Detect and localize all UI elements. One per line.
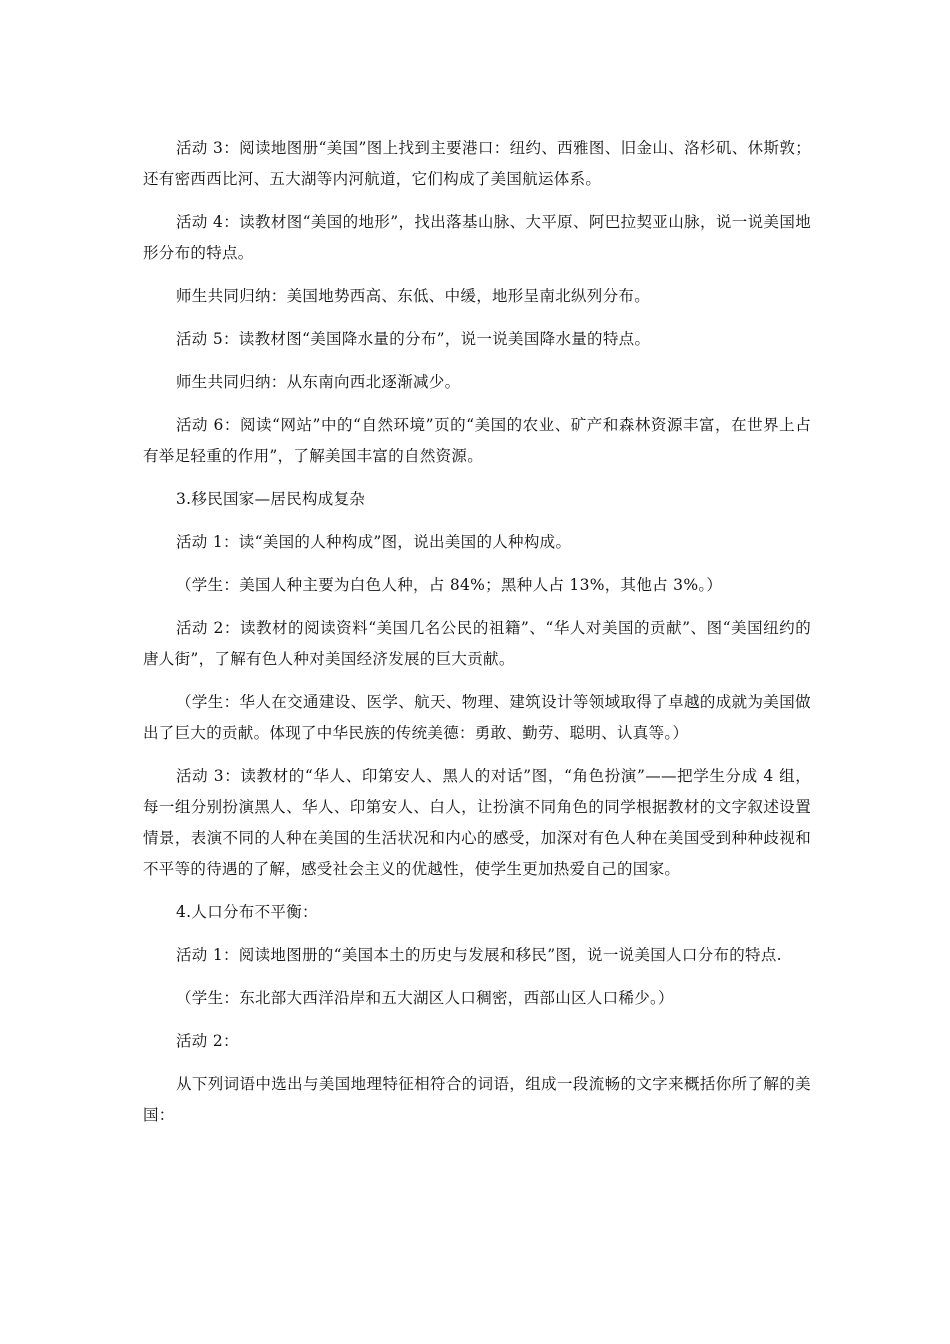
section-heading-population: 4.人口分布不平衡：	[176, 903, 318, 921]
paragraph-summary-precipitation: 师生共同归纳：从东南向西北逐渐减少。	[176, 373, 461, 391]
paragraph-student-answer-race: （学生：美国人种主要为白色人种，占 84%；黑种人占 13%，其他占 3%。）	[176, 576, 723, 594]
paragraph-student-answer-population: （学生：东北部大西洋沿岸和五大湖区人口稠密，西部山区人口稀少。）	[176, 989, 674, 1007]
paragraph-activity-5-precipitation: 活动 5：读教材图“美国降水量的分布”，说一说美国降水量的特点。	[176, 330, 651, 348]
paragraph-activity-4-terrain: 活动 4：读教材图“美国的地形”，找出落基山脉、大平原、阿巴拉契亚山脉，说一说美国地形分布的特点。	[143, 213, 811, 262]
paragraph-activity-2-label: 活动 2：	[176, 1032, 239, 1050]
document-body	[143, 133, 811, 1143]
section-heading-immigration: 3.移民国家—居民构成复杂	[176, 490, 366, 508]
paragraph-activity-1-population: 活动 1：阅读地图册的“美国本土的历史与发展和移民”图，说一说美国人口分布的特点.	[176, 946, 782, 964]
paragraph-word-selection-task: 从下列词语中选出与美国地理特征相符合的词语，组成一段流畅的文字来概括你所了解的美国：	[143, 1075, 811, 1124]
paragraph-activity-2-contribution: 活动 2：读教材的阅读资料“美国几名公民的祖籍”、“华人对美国的贡献”、图“美国纽约的唐人街”，了解有色人种对美国经济发展的巨大贡献。	[143, 619, 811, 668]
paragraph-activity-3-roleplay: 活动 3：读教材的“华人、印第安人、黑人的对话”图，“角色扮演”——把学生分成 4 组，每一组分别扮演黑人、华人、印第安人、白人，让扮演不同角色的同学根据教材的文字叙述设置情景，表演不同的人种在美国的生活状况和内心的感受，加深对有色人种在美国受到种种歧视和不平等的待遇的了解，感受社会主义的优越性，使学生更加热爱自己的国家。	[143, 767, 811, 878]
paragraph-summary-terrain: 师生共同归纳：美国地势西高、东低、中缓，地形呈南北纵列分布。	[176, 287, 651, 305]
paragraph-activity-6-resources: 活动 6：阅读“网站”中的“自然环境”页的“美国的农业、矿产和森林资源丰富，在世界上占有举足轻重的作用”，了解美国丰富的自然资源。	[143, 416, 811, 465]
paragraph-activity-1-race: 活动 1：读“美国的人种构成”图，说出美国的人种构成。	[176, 533, 572, 551]
paragraph-student-answer-chinese: （学生：华人在交通建设、医学、航天、物理、建筑设计等领域取得了卓越的成就为美国做出了巨大的贡献。体现了中华民族的传统美德：勇敢、勤劳、聪明、认真等。）	[143, 693, 811, 742]
paragraph-activity-3-ports: 活动 3：阅读地图册“美国”图上找到主要港口：纽约、西雅图、旧金山、洛杉矶、休斯敦；还有密西西比河、五大湖等内河航道，它们构成了美国航运体系。	[143, 139, 811, 188]
